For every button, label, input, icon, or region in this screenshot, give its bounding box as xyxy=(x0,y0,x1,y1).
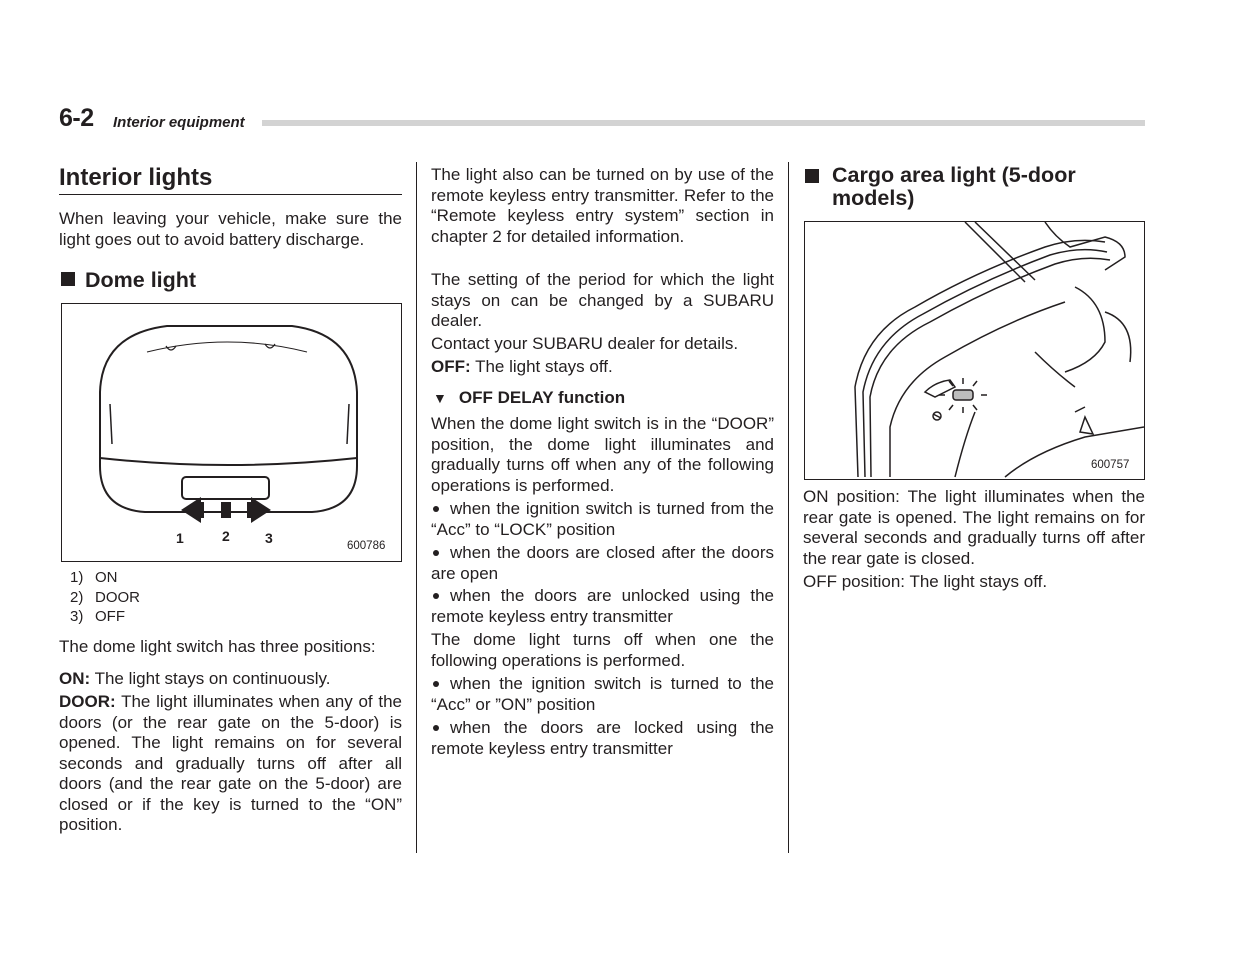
cargo-area-illustration xyxy=(805,222,1144,479)
figure-code: 600757 xyxy=(1091,459,1130,471)
dome-light-heading: Dome light xyxy=(61,269,196,292)
off-description: OFF: The light stays off. xyxy=(431,357,613,376)
figure-code: 600786 xyxy=(347,540,386,552)
on-position-text: ON position: The light illuminates when the rear gate is opened. The light remains on for several seconds and gradually turns off after the rear gate is closed. xyxy=(803,487,1145,568)
list-item: when the ignition switch is turned from the “Acc” to “LOCK” position xyxy=(431,499,774,539)
dome-light-figure xyxy=(61,303,402,562)
cargo-light-heading: Cargo area light (5-door models) xyxy=(805,164,1135,210)
triangle-bullet-icon: ▼ xyxy=(433,390,447,406)
section-title: Interior equipment xyxy=(113,114,245,131)
column-divider-2 xyxy=(788,162,789,853)
legend-item: 1) ON xyxy=(70,569,118,586)
keyless-text: The light also can be turned on by use of the remote keyless entry transmitter. Refer to the “Remote keyless entry system” section in chapter 2 for detailed information. xyxy=(431,165,774,246)
square-bullet-icon xyxy=(805,169,819,183)
bullet-icon xyxy=(433,593,439,599)
bullet-icon xyxy=(433,506,439,512)
bullet-icon xyxy=(433,550,439,556)
intro-text: When leaving your vehicle, make sure the light goes out to avoid battery discharge. xyxy=(59,209,402,249)
legend-item: 2) DOOR xyxy=(70,588,140,606)
callout-3: 3 xyxy=(265,530,273,546)
turnoff-intro: The dome light turns off when one the following operations is performed. xyxy=(431,630,774,670)
page-number: 6-2 xyxy=(59,104,94,132)
bullet-icon xyxy=(433,681,439,687)
column-divider-1 xyxy=(416,162,417,853)
list-item: when the doors are locked using the remote keyless entry transmitter xyxy=(431,718,774,758)
off-position-text: OFF position: The light stays off. xyxy=(803,572,1048,591)
square-bullet-icon xyxy=(61,272,75,286)
callout-1: 1 xyxy=(176,530,184,546)
dome-legend xyxy=(59,568,140,627)
dome-light-illustration xyxy=(62,304,401,561)
cargo-light-figure xyxy=(804,221,1145,480)
title-rule xyxy=(59,194,402,195)
period-text: The setting of the period for which the light stays on can be changed by a SUBARU dealer. xyxy=(431,270,774,330)
list-item: when the ignition switch is turned to the “Acc” or ”ON” position xyxy=(431,674,774,714)
on-description: ON: The light stays on continuously. xyxy=(59,669,331,688)
callout-2: 2 xyxy=(222,528,230,544)
bullet-icon xyxy=(433,725,439,731)
positions-text: The dome light switch has three positions: xyxy=(59,637,376,656)
door-description: DOOR: The light illuminates when any of the doors (or the rear gate on the 5-door) is opened. The light remains on for several seconds and gradually turns off after all doors (and the rear gate on the 5-door) are closed or if the key is turned to the “ON” position. xyxy=(59,692,402,834)
off-delay-heading: ▼ OFF DELAY function xyxy=(433,388,626,407)
contact-text: Contact your SUBARU dealer for details. xyxy=(431,334,739,353)
list-item: when the doors are unlocked using the remote keyless entry transmitter xyxy=(431,586,774,626)
delay-intro: When the dome light switch is in the “DOOR” position, the dome light illuminates and gradually turns off when any of the following operations is performed. xyxy=(431,414,774,495)
header-rule xyxy=(262,120,1145,126)
list-item: when the doors are closed after the doors are open xyxy=(431,543,774,583)
interior-lights-title: Interior lights xyxy=(59,164,213,191)
legend-item: 3) OFF xyxy=(70,608,125,625)
